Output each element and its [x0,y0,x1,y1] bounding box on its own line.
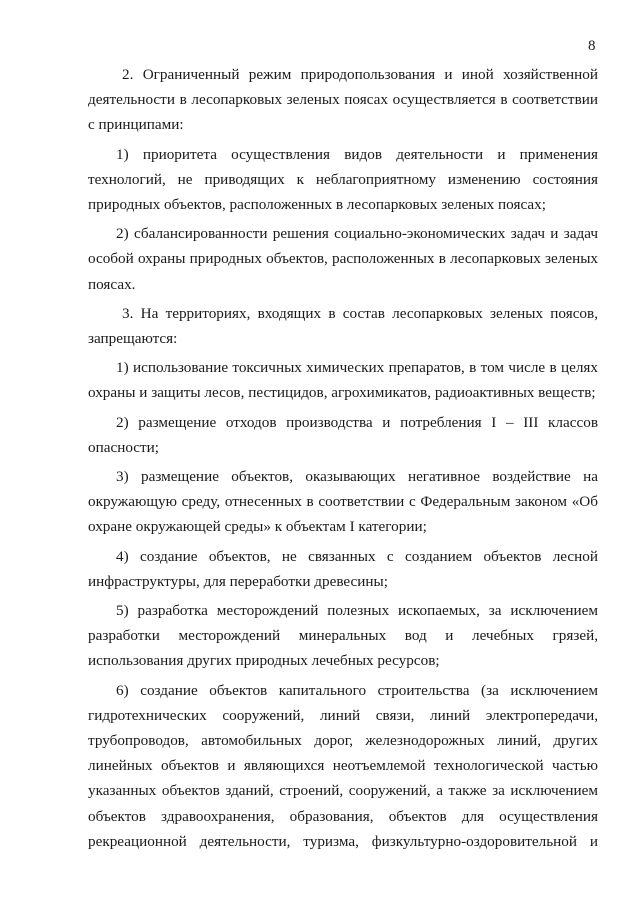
document-body [88,62,598,858]
paragraph-principle-1: 1) приоритета осуществления видов деятельности и применения технологий, не приводящих к неблагоприятному изменению состояния природных объектов, расположенных в лесопарковых зеленых поясах; [88,145,598,214]
paragraph-prohibition-5: 5) разработка месторождений полезных ископаемых, за исключением разработки месторождений минеральных вод и лечебных грязей, использования других природных лечебных ресурсов; [88,602,598,670]
page-number: 8 [588,38,596,54]
paragraph-prohibition-6: 6) создание объектов капитального строительства (за исключением гидротехнических сооружений, линий связи, линий электропередачи, трубопроводов, автомобильных дорог, железнодорожных линий, других линейных объектов и являющихся неотъемлемой технологической частью указанных объектов зданий, строений, сооружений, а также за исключением объектов здравоохранения, образования, объектов для осуществления рекреационной деятельности, туризма, физкультурно-оздоровительной и [88,681,598,850]
paragraph-principle-2: 2) сбалансированности решения социально-экономических задач и задач особой охраны природных объектов, расположенных в лесопарковых зеленых поясах. [88,225,598,293]
paragraph-section-2: 2. Ограниченный режим природопользования и иной хозяйственной деятельности в лесопарковых зеленых поясах осуществляется в соответствии с принципами: [88,66,598,134]
paragraph-prohibition-4: 4) создание объектов, не связанных с созданием объектов лесной инфраструктуры, для переработки древесины; [88,547,598,590]
paragraph-prohibition-1: 1) использование токсичных химических препаратов, в том числе в целях охраны и защиты лесов, пестицидов, агрохимикатов, радиоактивных веществ; [88,359,598,402]
paragraph-section-3: 3. На территориях, входящих в состав лесопарковых зеленых поясов, запрещаются: [88,304,598,348]
paragraph-prohibition-2: 2) размещение отходов производства и потребления I – III классов опасности; [88,413,598,456]
paragraph-prohibition-3: 3) размещение объектов, оказывающих негативное воздействие на окружающую среду, отнесенных в соответствии с Федеральным законом «Об охране окружающей среды» к объектам I категории; [88,468,598,536]
